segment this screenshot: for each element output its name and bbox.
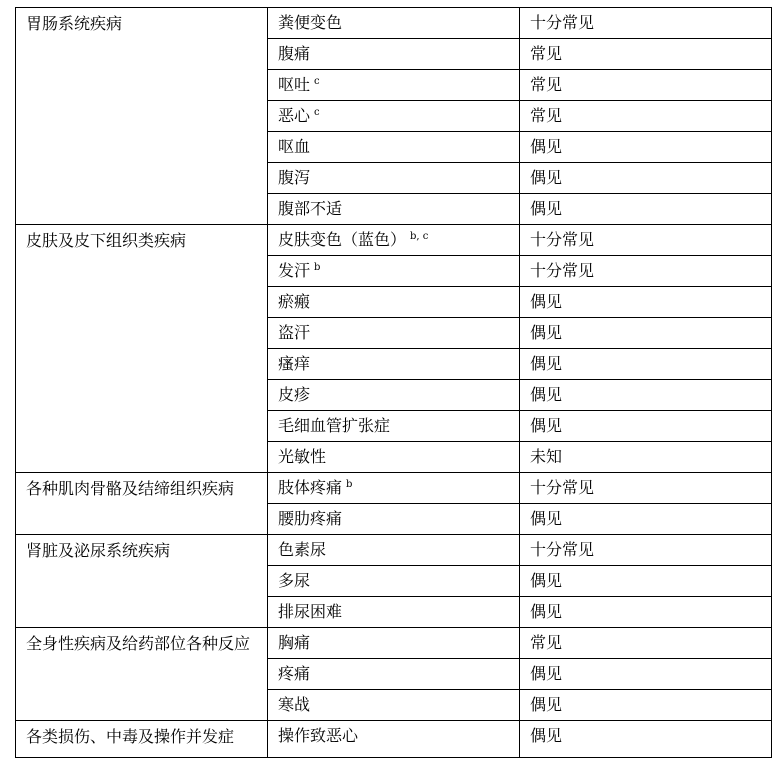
frequency-cell: 常见: [520, 101, 772, 132]
adverse-reaction-text: 腹部不适: [278, 199, 343, 218]
frequency-cell: 常见: [520, 628, 772, 659]
adverse-reaction-cell: [268, 473, 520, 504]
frequency-cell: 十分常见: [520, 535, 772, 566]
adverse-reaction-cell: [268, 256, 520, 287]
adverse-reaction-cell: [268, 287, 520, 318]
adverse-reaction-text: 皮肤变色（蓝色）: [278, 230, 407, 249]
adverse-reaction-text: 盗汗: [278, 323, 311, 342]
adverse-reaction-text: 多尿: [278, 571, 311, 590]
adverse-reaction-cell: [268, 504, 520, 535]
adverse-reaction-cell: [268, 8, 520, 39]
adverse-reaction-text: 肢体疼痛: [278, 478, 343, 497]
adverse-reaction-cell: [268, 318, 520, 349]
footnote-marker: c: [314, 75, 320, 87]
frequency-cell: 偶见: [520, 597, 772, 628]
adverse-reaction-text: 寒战: [278, 695, 311, 714]
adverse-reaction-cell: [268, 597, 520, 628]
adverse-reaction-cell: [268, 659, 520, 690]
system-organ-class-cell: 各种肌肉骨骼及结缔组织疾病: [16, 473, 268, 535]
adverse-reaction-text: 皮疹: [278, 385, 311, 404]
footnote-marker: b: [346, 478, 353, 490]
table-row: [16, 535, 772, 566]
adverse-reaction-text: 光敏性: [278, 447, 327, 466]
adverse-reaction-text: 疼痛: [278, 664, 311, 683]
adverse-reaction-cell: [268, 535, 520, 566]
adverse-reaction-cell: [268, 225, 520, 256]
footnote-marker: b: [314, 261, 321, 273]
frequency-cell: 偶见: [520, 287, 772, 318]
adverse-reaction-cell: [268, 628, 520, 659]
adverse-reaction-cell: [268, 721, 520, 758]
system-organ-class-cell: 皮肤及皮下组织类疾病: [16, 225, 268, 473]
adverse-reaction-cell: [268, 163, 520, 194]
table-row: [16, 721, 772, 758]
adverse-reaction-cell: [268, 411, 520, 442]
footnote-marker: c: [314, 106, 320, 118]
footnote-marker: b, c: [410, 230, 429, 242]
adverse-reaction-text: 腹痛: [278, 44, 311, 63]
adverse-reaction-text: 发汗: [278, 261, 311, 280]
adverse-reaction-text: 瘀瘢: [278, 292, 311, 311]
adverse-reaction-cell: [268, 101, 520, 132]
frequency-cell: 偶见: [520, 132, 772, 163]
adverse-reaction-text: 胸痛: [278, 633, 311, 652]
adverse-reaction-text: 色素尿: [278, 540, 327, 559]
adverse-reaction-cell: [268, 132, 520, 163]
frequency-cell: 未知: [520, 442, 772, 473]
table-row: [16, 225, 772, 256]
adverse-reaction-text: 排尿困难: [278, 602, 343, 621]
adverse-reactions-table-body: [16, 8, 772, 758]
table-row: [16, 628, 772, 659]
table-row: [16, 8, 772, 39]
adverse-reaction-text: 恶心: [278, 106, 311, 125]
frequency-cell: 十分常见: [520, 473, 772, 504]
adverse-reaction-cell: [268, 690, 520, 721]
frequency-cell: 偶见: [520, 411, 772, 442]
frequency-cell: 偶见: [520, 690, 772, 721]
system-organ-class-cell: 各类损伤、中毒及操作并发症: [16, 721, 268, 758]
system-organ-class-cell: 胃肠系统疾病: [16, 8, 268, 225]
frequency-cell: 偶见: [520, 194, 772, 225]
frequency-cell: 十分常见: [520, 8, 772, 39]
frequency-cell: 偶见: [520, 659, 772, 690]
adverse-reaction-text: 瘙痒: [278, 354, 311, 373]
frequency-cell: 偶见: [520, 566, 772, 597]
adverse-reaction-cell: [268, 194, 520, 225]
frequency-cell: 常见: [520, 70, 772, 101]
frequency-cell: 偶见: [520, 721, 772, 758]
adverse-reaction-cell: [268, 349, 520, 380]
adverse-reaction-cell: [268, 380, 520, 411]
system-organ-class-cell: 全身性疾病及给药部位各种反应: [16, 628, 268, 721]
adverse-reaction-text: 粪便变色: [278, 13, 343, 32]
frequency-cell: 偶见: [520, 318, 772, 349]
system-organ-class-cell: 肾脏及泌尿系统疾病: [16, 535, 268, 628]
adverse-reaction-text: 腹泻: [278, 168, 311, 187]
frequency-cell: 偶见: [520, 349, 772, 380]
adverse-reaction-text: 毛细血管扩张症: [278, 416, 391, 435]
adverse-reaction-text: 呕血: [278, 137, 311, 156]
adverse-reaction-text: 呕吐: [278, 75, 311, 94]
adverse-reaction-text: 操作致恶心: [278, 726, 359, 745]
adverse-reaction-cell: [268, 566, 520, 597]
frequency-cell: 十分常见: [520, 256, 772, 287]
table-row: [16, 473, 772, 504]
adverse-reaction-text: 腰肋疼痛: [278, 509, 343, 528]
frequency-cell: 十分常见: [520, 225, 772, 256]
frequency-cell: 偶见: [520, 380, 772, 411]
adverse-reaction-cell: [268, 39, 520, 70]
adverse-reaction-cell: [268, 70, 520, 101]
frequency-cell: 偶见: [520, 504, 772, 535]
adverse-reactions-table: [15, 7, 772, 758]
frequency-cell: 偶见: [520, 163, 772, 194]
adverse-reaction-cell: [268, 442, 520, 473]
frequency-cell: 常见: [520, 39, 772, 70]
